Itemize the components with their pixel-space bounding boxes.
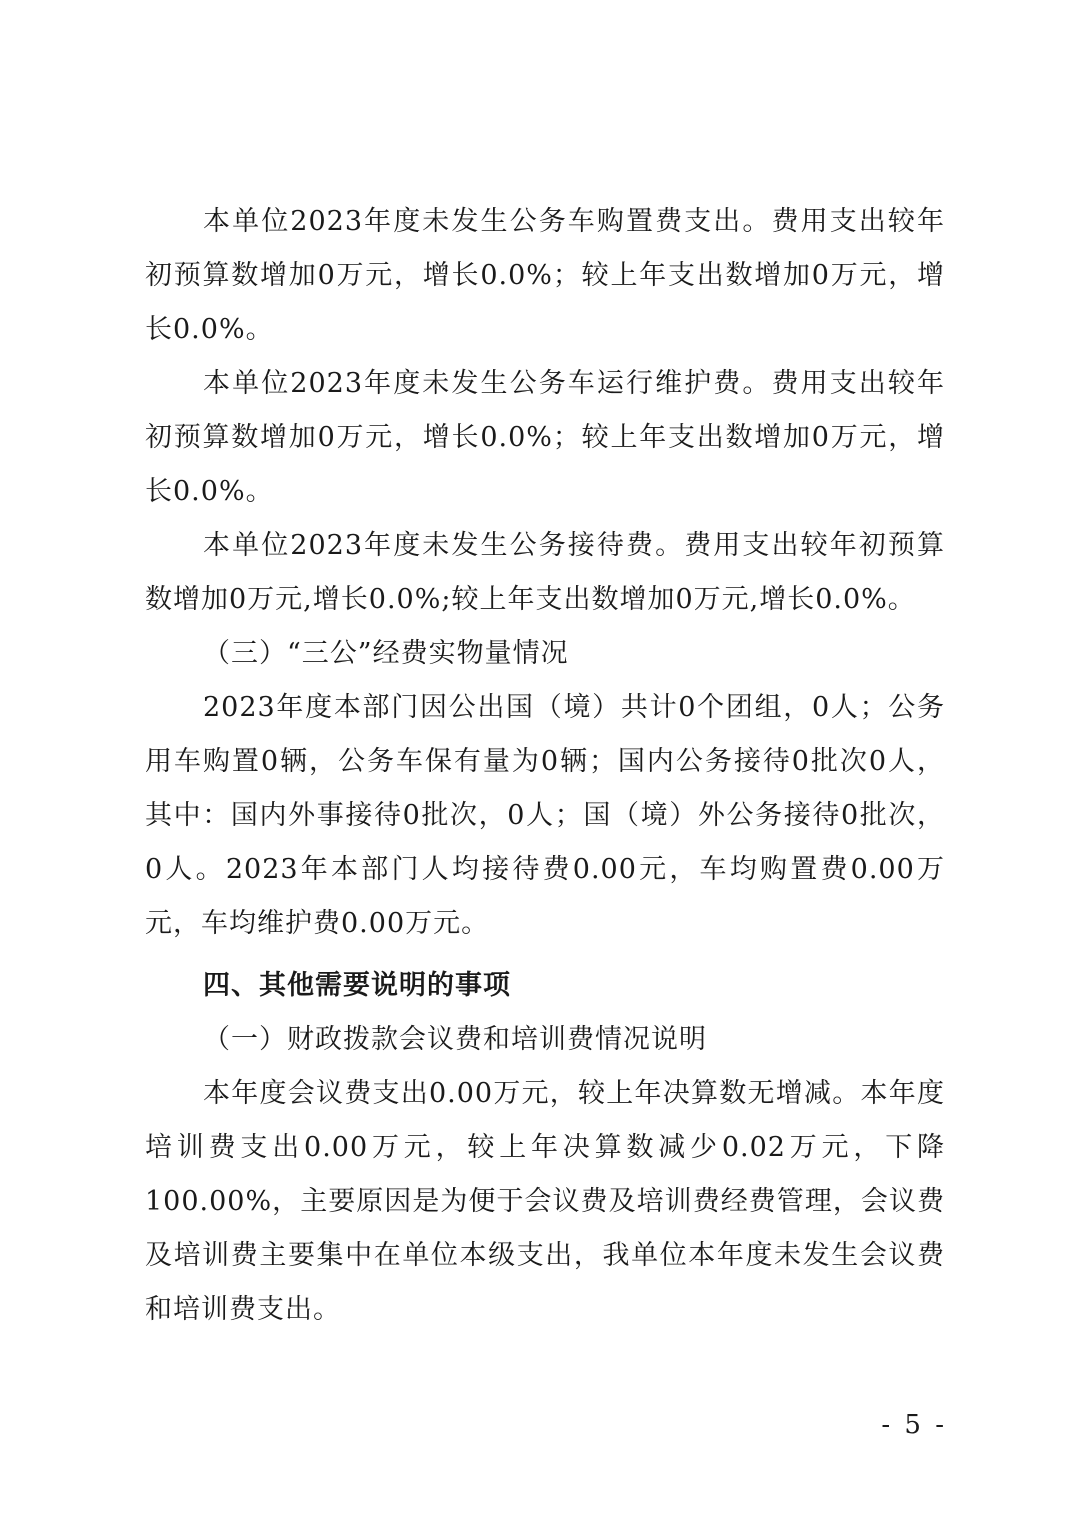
paragraph-vehicle-maintenance: 本单位2023年度未发生公务车运行维护费。费用支出较年初预算数增加0万元，增长0.0%；较上年支出数增加0万元，增长0.0%。 <box>145 368 945 507</box>
page-number: - 5 - <box>881 1410 947 1440</box>
subheading-physical-quantity: （三）“三公”经费实物量情况 <box>203 638 569 669</box>
subheading-meeting-training: （一）财政拨款会议费和培训费情况说明 <box>203 1024 707 1055</box>
paragraph-reception-expense: 本单位2023年度未发生公务接待费。费用支出较年初预算数增加0万元,增长0.0%;较上年支出数增加0万元,增长0.0%。 <box>145 530 945 615</box>
paragraph-meeting-training: 本年度会议费支出0.00万元，较上年决算数无增减。本年度培训费支出0.00万元，较上年决算数减少0.02万元，下降100.00%，主要原因是为便于会议费及培训费经费管理，会议费及培训费主要集中在单位本级支出，我单位本年度未发生会议费和培训费支出。 <box>145 1078 945 1325</box>
section-heading-other-matters: 四、其他需要说明的事项 <box>203 970 511 1001</box>
paragraph-vehicle-purchase: 本单位2023年度未发生公务车购置费支出。费用支出较年初预算数增加0万元，增长0.0%；较上年支出数增加0万元，增长0.0%。 <box>145 206 945 345</box>
document-body <box>145 195 945 1337</box>
paragraph-physical-quantity: 2023年度本部门因公出国（境）共计0个团组，0人；公务用车购置0辆，公务车保有量为0辆；国内公务接待0批次0人，其中：国内外事接待0批次，0人；国（境）外公务接待0批次，0人。2023年本部门人均接待费0.00元，车均购置费0.00万元，车均维护费0.00万元。 <box>145 692 945 939</box>
